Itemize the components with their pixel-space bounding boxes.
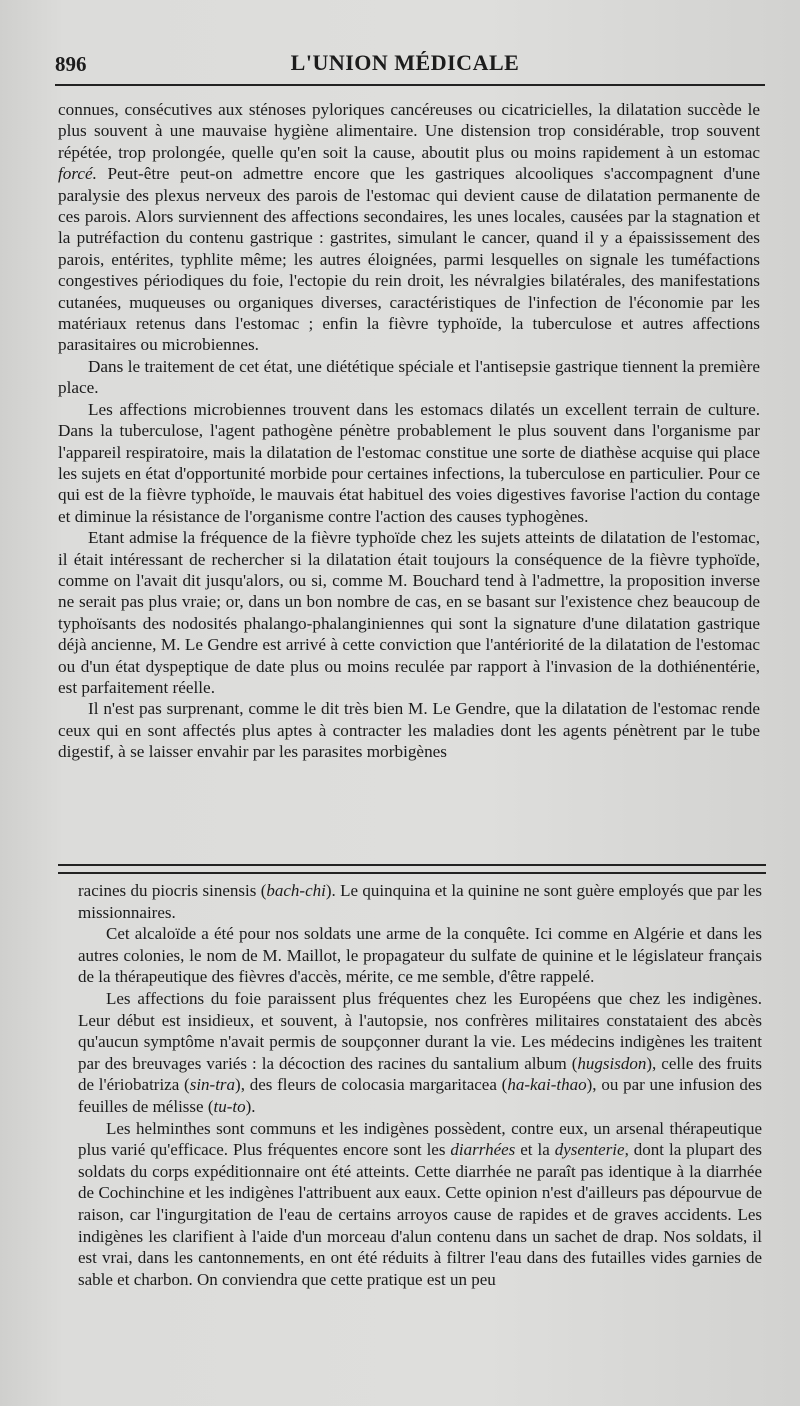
paragraph: Etant admise la fréquence de la fièvre typhoïde chez les sujets atteints de dilatation de l'estomac, il était intéressant de rechercher si la dilatation était toujours la conséquence de la fièvre typhoïde, comme on l'avait dit jusqu'alors, ou si, comme M. Bouchard tend à l'admettre, la proposition inverse ne serait pas plus vraie; or, dans un bon nombre de cas, en se basant sur l'existence chez beaucoup de typhoïsants des nodosités phalango-phalanginiennes qui sont la signature d'une dilatation gastrique déjà ancienne, M. Le Gendre est arrivé à cette conviction que l'antériorité de la dilatation de l'estomac ou d'un état dyspeptique de date plus ou moins reculée par rapport à l'invasion de la dothiénentérie, est parfaitement réelle. [58, 528, 760, 697]
paragraph: Dans le traitement de cet état, une diététique spéciale et l'antisepsie gastrique tiennent la première place. [58, 356, 760, 398]
paragraph: connues, consécutives aux sténoses pyloriques cancéreuses ou cicatricielles, la dilatation succède le plus souvent à une mauvaise hygiène alimentaire. Une distension trop considérable, trop souvent répétée, trop prolongée, quelle qu'en soit la cause, aboutit plus ou moins rapidement à un estomac forcé. Peut-être peut-on admettre encore que les gastriques alcooliques s'accompagnent d'une paralysie des plexus nerveux des parois de l'estomac qui devient cause de dilatation permanente de ces parois. Alors surviennent des affections secondaires, les unes locales, causées par la stagnation et la putréfaction du contenu gastrique : gastrites, simulant le cancer, quand il y a épaississement des parois, entérites, typhlite même; les autres éloignées, parmi lesquelles on signale les tuméfactions congestives périodiques du foie, l'ectopie du rein droit, les névralgies bilatérales, des manifestations cutanées, muqueuses ou organiques diverses, caractéristiques de l'infection de l'économie par les matériaux retenus dans l'estomac ; enfin la fièvre typhoïde, la tuberculose et autres affections parasitaires ou microbiennes. [58, 100, 760, 355]
note-paragraph: Les affections du foie paraissent plus fréquentes chez les Européens que chez les indigènes. Leur début est insidieux, et souvent, à l'autopsie, nos confrères militaires constataient des abcès qu'aucun symptôme n'avait permis de soupçonner durant la vie. Les médecins indigènes les traitent par des breuvages variés : la décoction des racines du santalium album (hugsisdon), celle des fruits de l'ériobatriza (sin-tra), des fleurs de colocasia margaritacea (ha-kai-thao), ou par une infusion des feuilles de mélisse (tu-to). [78, 988, 762, 1116]
paragraph: Les affections microbiennes trouvent dans les estomacs dilatés un excellent terrain de culture. Dans la tuberculose, l'agent pathogène pénètre probablement le plus souvent dans l'organisme par l'appareil respiratoire, mais la dilatation de l'estomac constitue une sorte de diathèse acquise qui place les sujets en état d'opportunité morbide pour certaines infections, la tuberculose en particulier. Pour ce qui est de la fièvre typhoïde, le mauvais état habituel des voies digestives favorise l'action du contage et diminue la résistance de l'organisme contre l'action des causes typhogènes. [58, 399, 760, 526]
page-number: 896 [55, 52, 87, 76]
paragraph: Il n'est pas surprenant, comme le dit très bien M. Le Gendre, que la dilatation de l'estomac rende ceux qui en sont affectés plus aptes à contracter les maladies dont les agents pénètrent par le tube digestif, à se laisser envahir par les parasites morbigènes [58, 699, 760, 762]
footnote-separator [58, 864, 766, 874]
main-text [58, 99, 760, 763]
running-title: L'UNION MÉDICALE [290, 50, 520, 75]
header-rule [55, 84, 765, 86]
page-header [55, 46, 755, 80]
note-paragraph: Les helminthes sont communs et les indigènes possèdent, contre eux, un arsenal thérapeutique plus varié qu'efficace. Plus fréquentes encore sont les diarrhées et la dysenterie, dont la plupart des soldats du corps expéditionnaire ont été atteints. Cette diarrhée ne paraît pas identique à la diarrhée de Cochinchine et les indigènes l'attribuent aux eaux. Cette opinion n'est d'ailleurs pas dépourvue de raison, car l'ingurgitation de l'eau de certains arroyos cause de rapides et de graves accidents. Les indigènes les clarifient à l'aide d'un morceau d'alun contenu dans un sachet de drap. Nos soldats, il est vrai, dans les cantonnements, en ont été réduits à filtrer l'eau dans des futailles vides garnies de sable et charbon. On conviendra que cette pratique est un peu [78, 1118, 762, 1289]
footnote-text [78, 880, 762, 1290]
note-paragraph: Cet alcaloïde a été pour nos soldats une arme de la conquête. Ici comme en Algérie et dans les autres colonies, le nom de M. Maillot, le propagateur du sulfate de quinine et le législateur français de la thérapeutique des fièvres d'accès, mérite, ce me semble, d'être rappelé. [78, 924, 762, 987]
note-paragraph: racines du piocris sinensis (bach-chi). Le quinquina et la quinine ne sont guère employés que par les missionnaires. [78, 881, 762, 922]
